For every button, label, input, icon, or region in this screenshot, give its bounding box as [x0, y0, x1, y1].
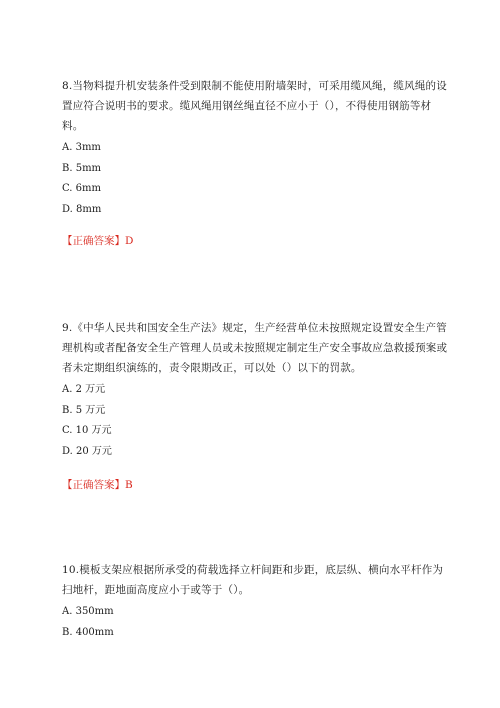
answer-9 — [62, 478, 133, 492]
question-10 — [62, 560, 452, 643]
option-c: C. 6mm — [62, 183, 101, 194]
answer-label: 【正确答案】 — [62, 235, 125, 247]
question-text: 10.模板支架应根据所承受的荷载选择立杆间距和步距，底层纵、横向水平杆作为扫地杆，距地面高度应小于或等于（）。 — [62, 564, 444, 596]
question-text: 8.当物料提升机安装条件受到限制不能使用附墙架时，可采用缆风绳，缆风绳的设置应符合说明书的要求。缆风绳用钢丝绳直径不应小于（），不得使用钢筋等材料。 — [62, 80, 447, 132]
question-9 — [62, 318, 452, 462]
option-b: B. 5 万元 — [62, 404, 106, 416]
option-d: D. 8mm — [62, 203, 102, 215]
answer-value: B — [125, 479, 133, 491]
option-a: A. 350mm — [62, 606, 114, 617]
option-b: B. 5mm — [62, 162, 102, 174]
option-b: B. 400mm — [62, 626, 114, 638]
option-c: C. 10 万元 — [62, 425, 112, 436]
answer-value: D — [125, 235, 134, 247]
question-8 — [62, 76, 452, 220]
answer-label: 【正确答案】 — [62, 479, 125, 491]
option-a: A. 3mm — [62, 142, 101, 153]
answer-8 — [62, 234, 133, 248]
option-a: A. 2 万元 — [62, 384, 106, 395]
option-d: D. 20 万元 — [62, 445, 112, 457]
question-text: 9.《中华人民共和国安全生产法》规定，生产经营单位未按照规定设置安全生产管理机构或者配备安全生产管理人员或未按照规定制定生产安全事故应急救援预案或者未定期组织演练的，责令限期改正，可以处（）以下的罚款。 — [62, 322, 448, 374]
